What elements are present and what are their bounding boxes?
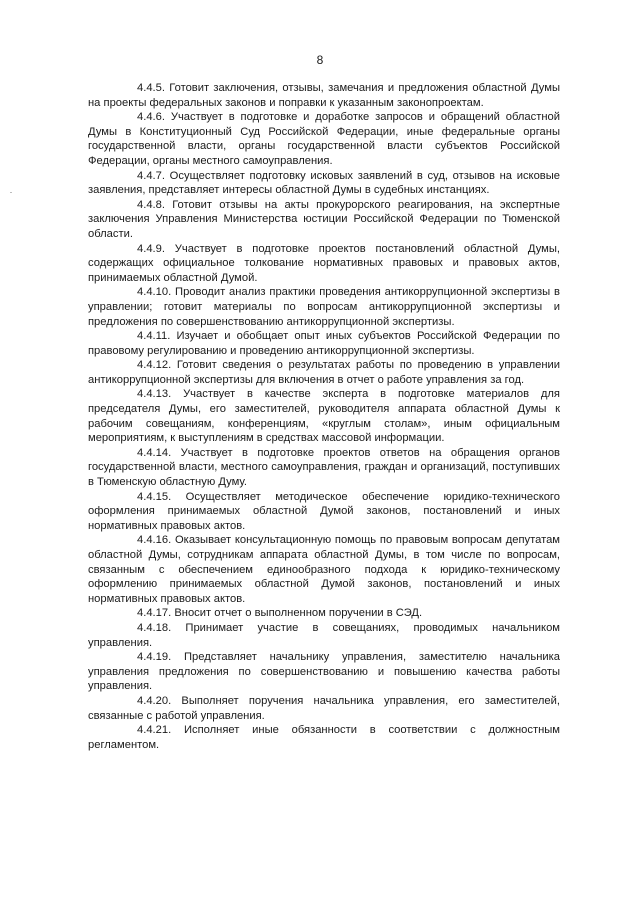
paragraph-4-4-18: 4.4.18. Принимает участие в совещаниях, проводимых начальником управления. (88, 621, 560, 649)
page-number: 8 (316, 53, 324, 67)
paragraph-4-4-8: 4.4.8. Готовит отзывы на акты прокурорского реагирования, на экспертные заключения Управления Министерства юстиции Российской Федерации по Тюменской области. (88, 198, 560, 240)
paragraph-4-4-17: 4.4.17. Вносит отчет о выполненном поручении в СЭД. (137, 607, 423, 620)
paragraph-4-4-6: 4.4.6. Участвует в подготовке и доработке запросов и обращений областной Думы в Конституционный Суд Российской Федерации, иные федеральные органы государственной власти, органы государственной власти субъектов Российской Федерации, органы местного самоуправления. (88, 111, 560, 167)
paragraph-4-4-5: 4.4.5. Готовит заключения, отзывы, замечания и предложения областной Думы на проекты федеральных законов и поправки к указанным законопроектам. (88, 82, 560, 109)
paragraph-4-4-7: 4.4.7. Осуществляет подготовку исковых заявлений в суд, отзывов на исковые заявления, представляет интересы областной Думы в судебных инстанциях. (88, 169, 560, 197)
paragraph-4-4-19: 4.4.19. Представляет начальнику управления, заместителю начальника управления предложения по совершенствованию и повышению качества работы управления. (88, 651, 560, 693)
paragraph-4-4-12: 4.4.12. Готовит сведения о результатах работы по проведению в управлении антикоррупционной экспертизы для включения в отчет о работе управления за год. (88, 359, 560, 386)
paragraph-4-4-21: 4.4.21. Исполняет иные обязанности в соответствии с должностным регламентом. (88, 724, 560, 751)
paragraph-4-4-9: 4.4.9. Участвует в подготовке проектов постановлений областной Думы, содержащих официальное толкование нормативных правовых и правовых актов, принимаемых областной Думой. (88, 242, 560, 284)
paragraph-4-4-13: 4.4.13. Участвует в качестве эксперта в подготовке материалов для председателя Думы, его заместителей, руководителя аппарата областной Думы к рабочим совещаниям, конференциям, «круглым столам», иным официальным мероприятиям, к выступлениям в средствах массовой информации. (88, 388, 560, 445)
paragraph-4-4-14: 4.4.14. Участвует в подготовке проектов ответов на обращения органов государственной власти, местного самоуправления, граждан и организаций, поступивших в Тюменскую областную Думу. (88, 446, 560, 489)
paragraph-4-4-11: 4.4.11. Изучает и обобщает опыт иных субъектов Российской Федерации по правовому регулированию и проведению антикоррупционной экспертизы. (88, 330, 560, 357)
paragraph-4-4-20: 4.4.20. Выполняет поручения начальника управления, его заместителей, связанные с работой управления. (88, 694, 560, 722)
paragraph-4-4-10: 4.4.10. Проводит анализ практики проведения антикоррупционной экспертизы в управлении; готовит материалы по вопросам антикоррупционной экспертизы и предложения по совершенствованию антикоррупционной экспертизы. (88, 286, 560, 328)
paragraph-4-4-15: 4.4.15. Осуществляет методическое обеспечение юридико-технического оформления принимаемых областной Думой законов, постановлений и иных нормативных правовых актов. (88, 490, 560, 532)
margin-mark (10, 192, 12, 193)
document-body (88, 81, 560, 752)
paragraph-4-4-16: 4.4.16. Оказывает консультационную помощь по правовым вопросам депутатам областной Думы, сотрудникам аппарата областной Думы, в том числе по вопросам, связанным с обеспечением единообразного подхода к юридико-техническому оформлению принимаемых областной Думой законов, постановлений и иных нормативных правовых актов. (88, 534, 560, 605)
